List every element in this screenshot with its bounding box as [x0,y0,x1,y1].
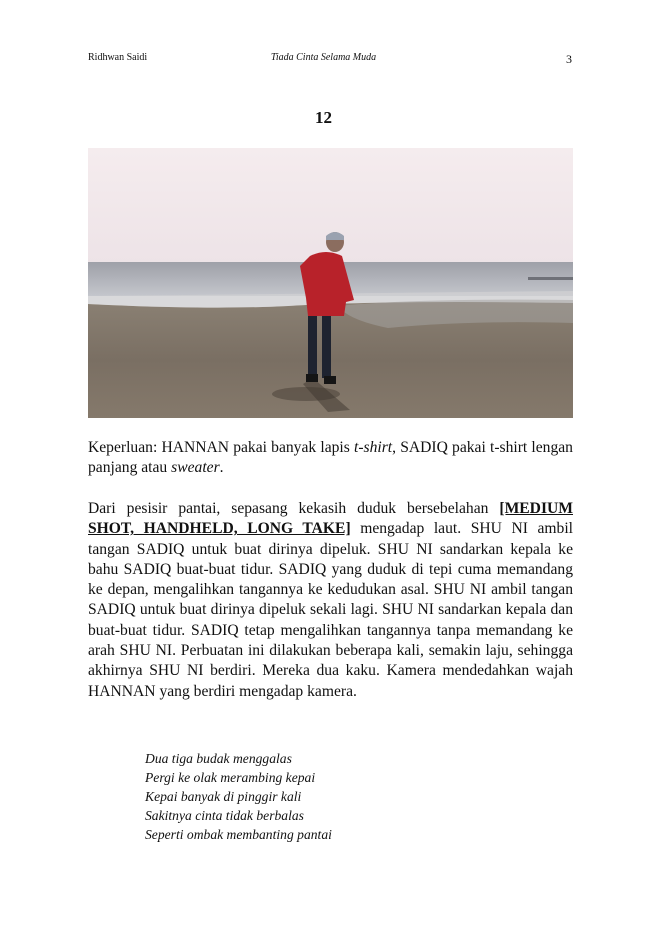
shot-direction: [MEDIUM SHOT, HANDHELD, LONG TAKE] [88,500,573,538]
header-author: Ridhwan Saidi [88,52,148,63]
poem-line: Dua tiga budak menggalas [145,751,292,766]
scene-action-paragraph: Dari pesisir pantai, sepasang kekasih duduk bersebelahan [MEDIUM SHOT, HANDHELD, LONG TAKE] mengadap laut. SHU NI ambil tangan SADIQ untuk buat dirinya dipeluk. SHU NI sandarkan kepala ke bahu SADIQ buat-buat tidur. SADIQ yang duduk di tepi cuma memandang ke depan, mengalihkan tangannya ke kedudukan asal. SHU NI ambil tangan SADIQ untuk buat dirinya dipeluk sekali lagi. SHU NI sandarkan kepala dan buat-buat tidur. SADIQ tetap mengalihkan tangannya tanpa memandang ke arah SHU NI. Perbuatan ini dilakukan beberapa kali, semakin laju, sehingga akhirnya SHU NI berdiri. Mereka dua kaku. Kamera mendedahkan wajah HANNAN yang berdiri mengadap kamera. [88,500,573,700]
poem-line: Seperti ombak membanting pantai [145,827,332,842]
photo-far-ship [528,277,573,280]
poem-line: Pergi ke olak merambing kepai [145,770,316,785]
beach-photo [88,148,573,418]
scene-number: 12 [315,108,332,127]
page-number: 3 [566,52,572,66]
requirements-paragraph: Keperluan: HANNAN pakai banyak lapis t-shirt, SADIQ pakai t-shirt lengan panjang atau sweater. [88,439,573,477]
poem-line: Sakitnya cinta tidak berbalas [145,808,304,823]
pantun-verse [145,749,332,844]
poem-line: Kepai banyak di pinggir kali [145,789,302,804]
header-book-title: Tiada Cinta Selama Muda [270,52,377,63]
